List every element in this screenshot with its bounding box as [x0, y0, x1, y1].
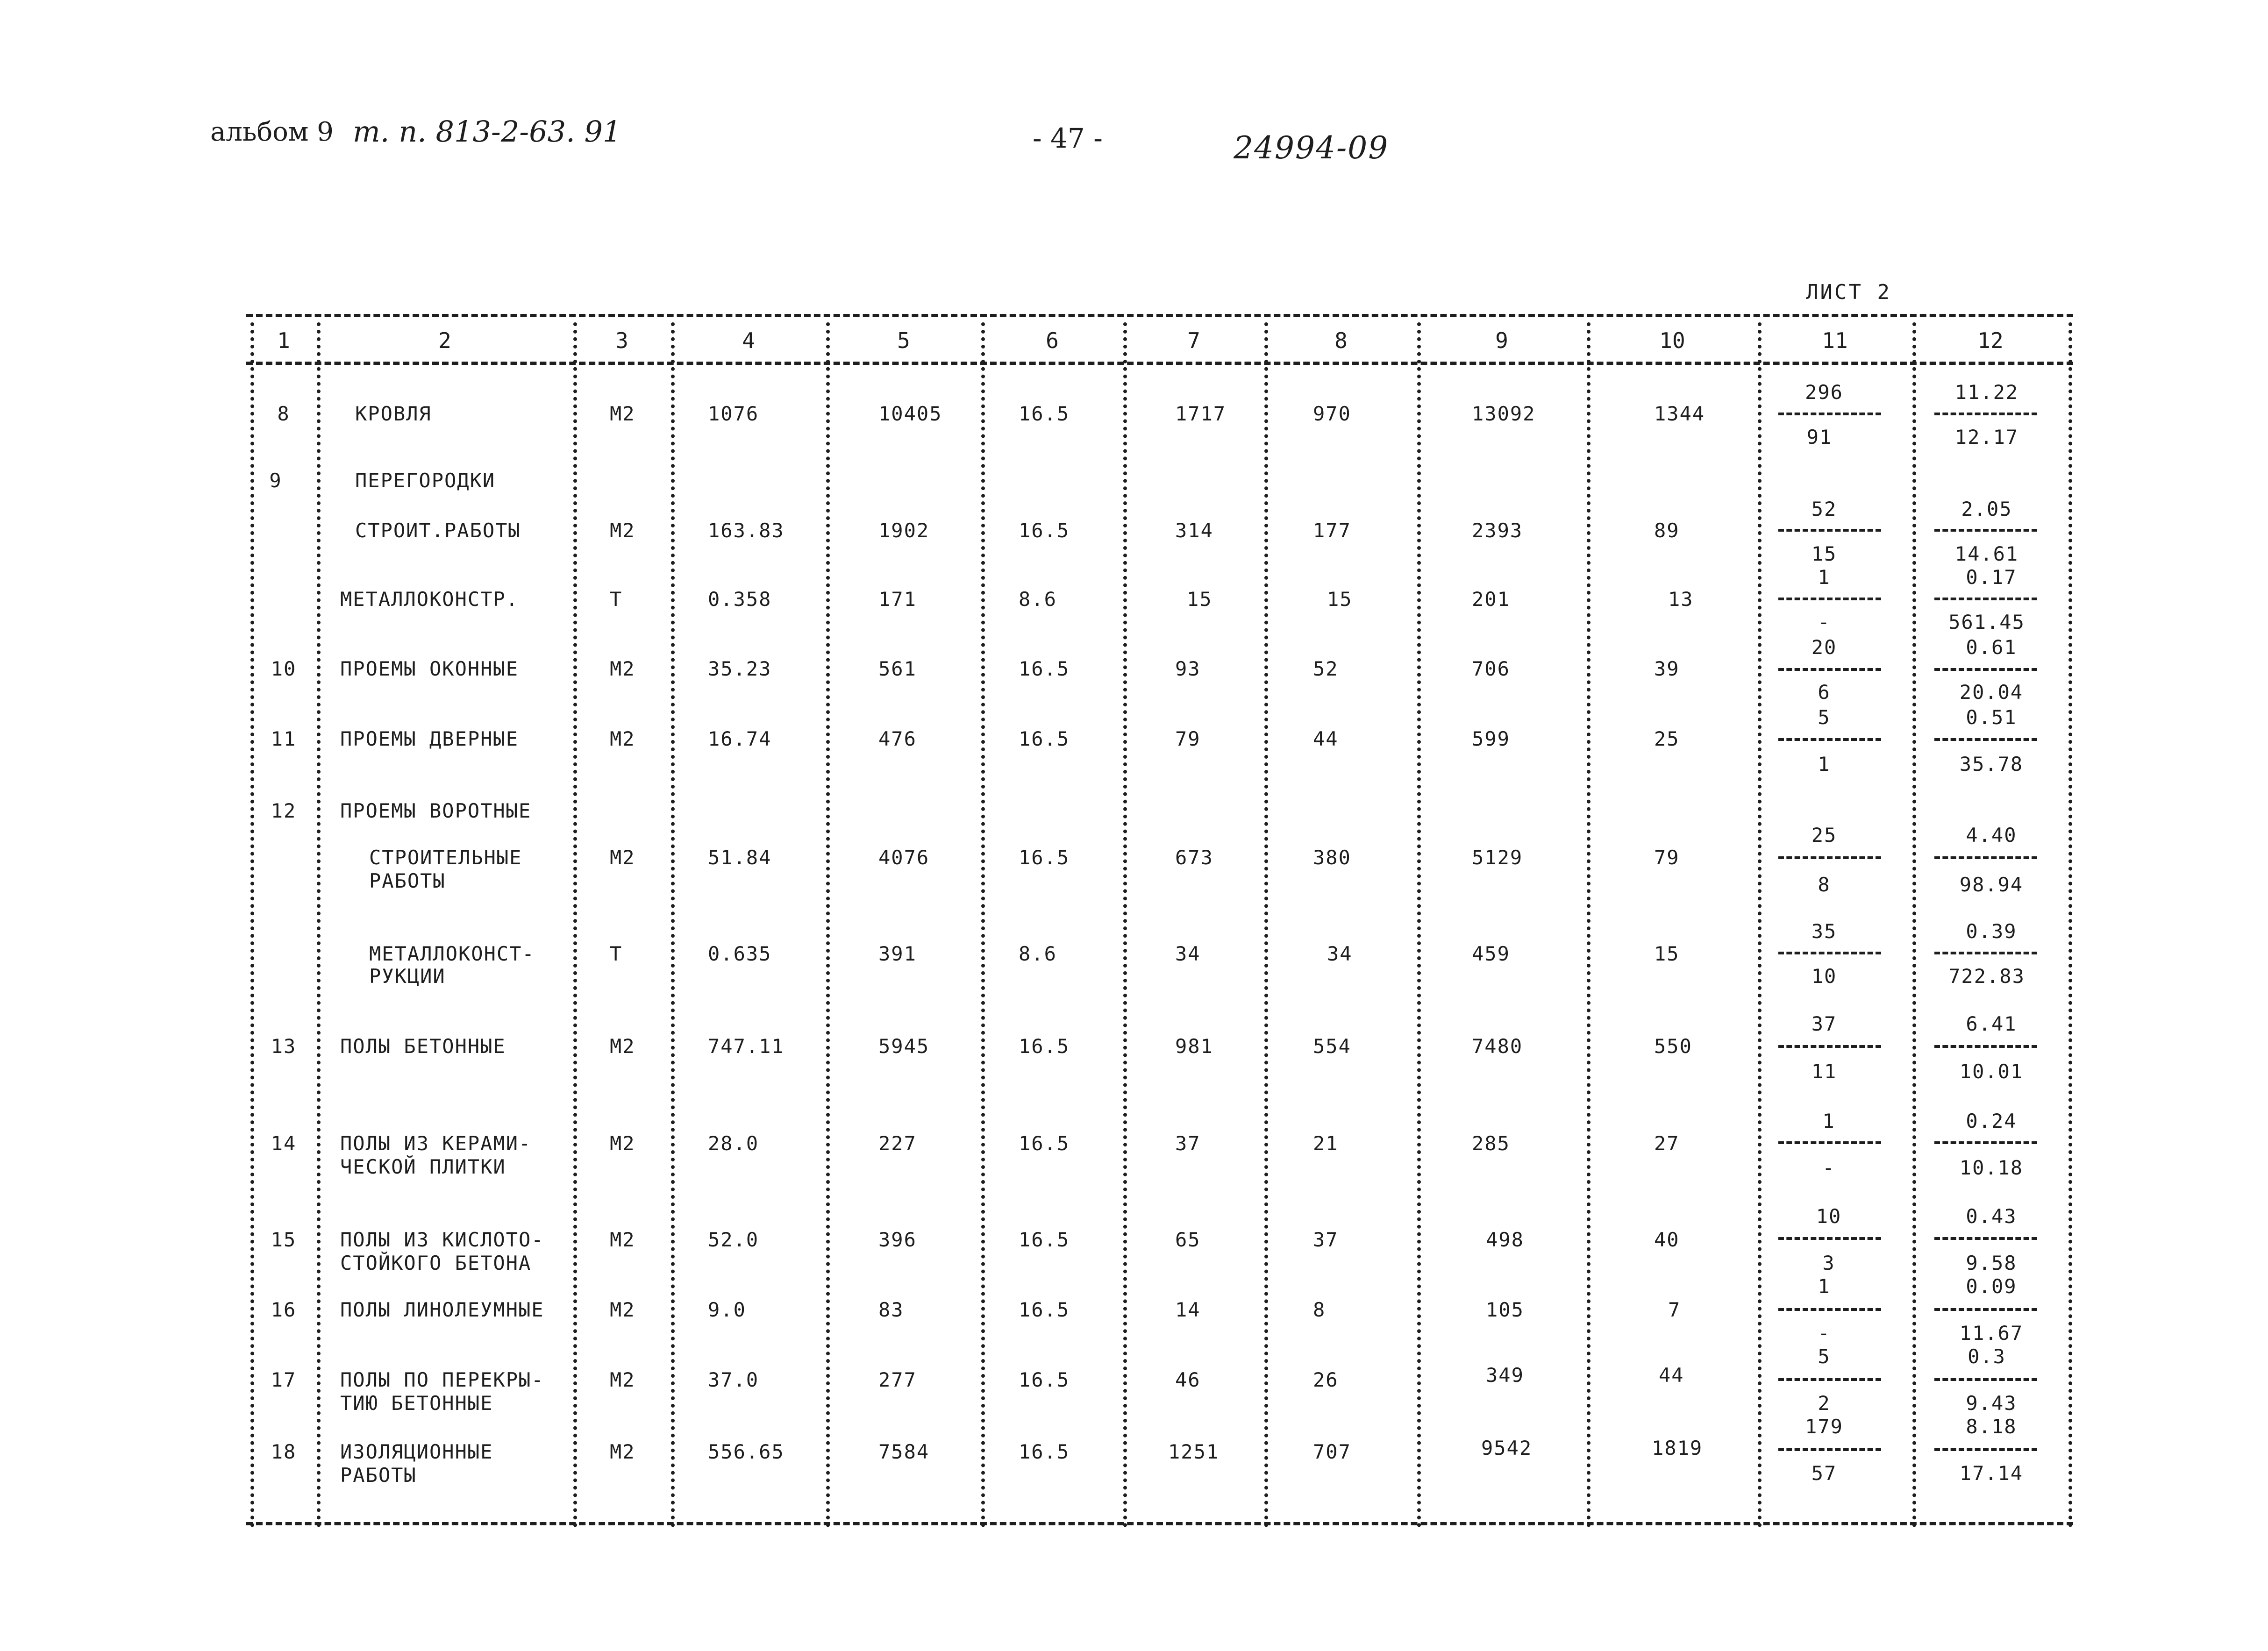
cell-col9: 706	[1472, 657, 1510, 680]
work-name: ПЕРЕГОРОДКИ	[355, 469, 496, 492]
fraction-top: 2.05	[1961, 498, 2012, 520]
cell-col5: 7584	[878, 1440, 930, 1463]
cell-col5: 561	[878, 657, 917, 680]
cell-col5: 476	[878, 727, 917, 750]
row-number: 15	[271, 1228, 297, 1251]
cell-col10: 1344	[1654, 402, 1705, 425]
cell-col5: 391	[878, 942, 917, 965]
cell-col9: 5129	[1472, 846, 1523, 869]
fraction-top: 52	[1811, 498, 1837, 520]
row-number: 13	[271, 1035, 297, 1058]
col-header-8: 8	[1334, 328, 1348, 353]
cell-col9: 2393	[1472, 519, 1523, 542]
cell-col4: 35.23	[708, 657, 772, 680]
col-header-11: 11	[1822, 328, 1848, 353]
cell-col4: 52.0	[708, 1228, 759, 1251]
cell-col8: 44	[1313, 727, 1339, 750]
work-name: СТРОИТЕЛЬНЫЕ	[369, 846, 522, 869]
cell-col9: 13092	[1472, 402, 1536, 425]
fraction-top: 37	[1811, 1012, 1837, 1035]
cell-col8: 554	[1313, 1035, 1351, 1058]
fraction-line	[1778, 1237, 1881, 1240]
unit: М2	[610, 727, 635, 750]
fraction-line	[1934, 668, 2037, 671]
unit: М2	[610, 1228, 635, 1251]
fraction-top: 0.43	[1966, 1205, 2017, 1228]
cell-col10: 15	[1654, 942, 1680, 965]
cell-col4: 51.84	[708, 846, 772, 869]
row-number: 16	[271, 1298, 297, 1321]
work-name: ПРОЕМЫ ОКОННЫЕ	[340, 657, 519, 680]
column-separator	[2068, 322, 2072, 1528]
fraction-bottom: 11	[1811, 1060, 1837, 1083]
unit: М2	[610, 1368, 635, 1391]
row-number: 9	[269, 469, 282, 492]
cell-col10: 89	[1654, 519, 1680, 542]
work-name: КРОВЛЯ	[355, 402, 432, 425]
work-name: ПОЛЫ ЛИНОЛЕУМНЫЕ	[340, 1298, 544, 1321]
fraction-bottom: 9.58	[1966, 1252, 2017, 1274]
cell-col6: 8.6	[1019, 588, 1057, 611]
fraction-top: 0.61	[1966, 636, 2017, 659]
cell-col10: 25	[1654, 727, 1680, 750]
cell-col6: 16.5	[1019, 727, 1070, 750]
fraction-line	[1934, 738, 2037, 741]
cell-col6: 16.5	[1019, 1440, 1070, 1463]
column-separator	[1758, 322, 1762, 1528]
fraction-bottom: 57	[1811, 1462, 1837, 1485]
cell-col7: 46	[1175, 1368, 1201, 1391]
work-name: ПРОЕМЫ ДВЕРНЫЕ	[340, 727, 519, 750]
cell-col9: 498	[1486, 1228, 1524, 1251]
cell-col7: 14	[1175, 1298, 1201, 1321]
cell-col5: 171	[878, 588, 917, 611]
col-header-2: 2	[438, 328, 451, 353]
fraction-bottom: 10	[1811, 965, 1837, 988]
unit: М2	[610, 519, 635, 542]
col-header-10: 10	[1659, 328, 1685, 353]
cell-col4: 1076	[708, 402, 759, 425]
table-bottom-rule	[246, 1522, 2073, 1525]
cell-col6: 16.5	[1019, 1298, 1070, 1321]
cell-col10: 7	[1668, 1298, 1681, 1321]
fraction-bottom: -	[1822, 1156, 1835, 1179]
fraction-line	[1778, 1141, 1881, 1144]
fraction-top: 5	[1818, 706, 1831, 729]
fraction-top: 4.40	[1966, 824, 2017, 847]
work-name: ПРОЕМЫ ВОРОТНЫЕ	[340, 799, 532, 822]
cell-col4: 9.0	[708, 1298, 746, 1321]
column-separator	[1912, 322, 1916, 1528]
col-header-7: 7	[1187, 328, 1200, 353]
fraction-line	[1778, 952, 1881, 954]
col-header-5: 5	[897, 328, 910, 353]
cell-col8: 380	[1313, 846, 1351, 869]
cell-col5: 277	[878, 1368, 917, 1391]
cell-col8: 34	[1327, 942, 1353, 965]
fraction-bottom: 3	[1822, 1252, 1835, 1274]
column-separator	[826, 322, 830, 1528]
unit: М2	[610, 402, 635, 425]
fraction-line	[1778, 529, 1881, 532]
work-name: МЕТАЛЛОКОНСТР.	[340, 588, 519, 611]
cell-col4: 0.635	[708, 942, 772, 965]
fraction-bottom: 1	[1818, 753, 1831, 776]
table-top-rule	[246, 314, 2073, 317]
unit: М2	[610, 1440, 635, 1463]
fraction-bottom: 20.04	[1959, 681, 2024, 704]
column-separator	[573, 322, 577, 1528]
column-separator	[1123, 322, 1127, 1528]
col-header-4: 4	[742, 328, 755, 353]
fraction-line	[1778, 1045, 1881, 1048]
cell-col10: 27	[1654, 1132, 1680, 1155]
cell-col6: 16.5	[1019, 657, 1070, 680]
fraction-top: 1	[1818, 566, 1831, 589]
document-code: 24994-09	[1234, 130, 1389, 166]
fraction-top: 0.3	[1968, 1345, 2006, 1368]
fraction-line	[1934, 1378, 2037, 1381]
fraction-bottom: 10.18	[1959, 1156, 2024, 1179]
fraction-line	[1778, 413, 1881, 415]
cell-col4: 556.65	[708, 1440, 785, 1463]
cell-col10: 1819	[1652, 1437, 1703, 1459]
cell-col10: 550	[1654, 1035, 1692, 1058]
fraction-bottom: 91	[1806, 426, 1833, 448]
cell-col8: 37	[1313, 1228, 1339, 1251]
col-header-1: 1	[277, 328, 290, 353]
cell-col6: 16.5	[1019, 1132, 1070, 1155]
cell-col9: 105	[1486, 1298, 1524, 1321]
fraction-top: 35	[1811, 920, 1837, 943]
page-number: - 47 -	[1033, 122, 1103, 154]
cell-col8: 21	[1313, 1132, 1339, 1155]
work-name-cont: РАБОТЫ	[369, 869, 446, 892]
column-separator	[250, 322, 254, 1528]
cell-col8: 177	[1313, 519, 1351, 542]
cell-col10: 39	[1654, 657, 1680, 680]
cell-col4: 37.0	[708, 1368, 759, 1391]
cell-col10: 40	[1654, 1228, 1680, 1251]
column-separator	[1417, 322, 1421, 1528]
fraction-bottom: 15	[1811, 542, 1837, 565]
fraction-top: 10	[1816, 1205, 1842, 1228]
cell-col7: 37	[1175, 1132, 1201, 1155]
fraction-line	[1778, 598, 1881, 600]
cell-col6: 16.5	[1019, 1368, 1070, 1391]
cell-col5: 10405	[878, 402, 942, 425]
fraction-line	[1934, 598, 2037, 600]
fraction-top: 1	[1822, 1110, 1835, 1132]
fraction-line	[1778, 738, 1881, 741]
cell-col8: 970	[1313, 402, 1351, 425]
cell-col8: 8	[1313, 1298, 1326, 1321]
fraction-top: 0.17	[1966, 566, 2017, 589]
fraction-line	[1934, 856, 2037, 859]
cell-col4: 747.11	[708, 1035, 785, 1058]
cell-col6: 16.5	[1019, 1228, 1070, 1251]
fraction-bottom: 6	[1818, 681, 1831, 704]
fraction-top: 0.24	[1966, 1110, 2017, 1132]
cell-col9: 201	[1472, 588, 1510, 611]
fraction-line	[1778, 1448, 1881, 1451]
row-number: 17	[271, 1368, 297, 1391]
cell-col9: 9542	[1481, 1437, 1533, 1459]
cell-col5: 227	[878, 1132, 917, 1155]
cell-col7: 93	[1175, 657, 1201, 680]
fraction-bottom: 11.67	[1959, 1322, 2024, 1345]
fraction-line	[1934, 1045, 2037, 1048]
fraction-line	[1934, 1308, 2037, 1311]
cell-col7: 65	[1175, 1228, 1201, 1251]
sheet-label: ЛИСТ 2	[1806, 280, 1891, 304]
fraction-bottom: 17.14	[1959, 1462, 2024, 1485]
fraction-bottom: 14.61	[1954, 542, 2019, 565]
fraction-line	[1934, 1237, 2037, 1240]
cell-col5: 5945	[878, 1035, 930, 1058]
row-number: 12	[271, 799, 297, 822]
unit: Т	[610, 588, 623, 611]
fraction-top: 5	[1818, 1345, 1831, 1368]
fraction-bottom: 722.83	[1948, 965, 2025, 988]
cell-col6: 16.5	[1019, 519, 1070, 542]
fraction-line	[1934, 529, 2037, 532]
cell-col8: 707	[1313, 1440, 1351, 1463]
work-name-cont: РАБОТЫ	[340, 1464, 417, 1487]
unit: М2	[610, 1298, 635, 1321]
cell-col4: 16.74	[708, 727, 772, 750]
work-name-cont: РУКЦИИ	[369, 965, 446, 988]
work-name: ПОЛЫ ИЗ КЕРАМИ-	[340, 1132, 532, 1155]
work-name-cont: ТИЮ БЕТОННЫЕ	[340, 1392, 493, 1415]
cell-col9: 459	[1472, 942, 1510, 965]
unit: М2	[610, 846, 635, 869]
unit: Т	[610, 942, 623, 965]
cell-col8: 26	[1313, 1368, 1339, 1391]
cell-col7: 673	[1175, 846, 1213, 869]
fraction-top: 0.39	[1966, 920, 2017, 943]
fraction-bottom: 9.43	[1966, 1392, 2017, 1415]
work-name: ПОЛЫ ИЗ КИСЛОТО-	[340, 1228, 544, 1251]
column-separator	[671, 322, 675, 1528]
cell-col4: 163.83	[708, 519, 785, 542]
fraction-line	[1934, 1448, 2037, 1451]
row-number: 8	[277, 402, 290, 425]
fraction-line	[1778, 856, 1881, 859]
fraction-bottom: 561.45	[1948, 611, 2025, 633]
project-number: т. п. 813-2-63. 91	[353, 114, 621, 149]
fraction-line	[1934, 952, 2037, 954]
cell-col7: 1717	[1175, 402, 1227, 425]
cell-col6: 16.5	[1019, 402, 1070, 425]
cell-col7: 981	[1175, 1035, 1213, 1058]
row-number: 10	[271, 657, 297, 680]
cell-col6: 16.5	[1019, 846, 1070, 869]
fraction-top: 20	[1811, 636, 1837, 659]
fraction-bottom: 10.01	[1959, 1060, 2024, 1083]
work-name: СТРОИТ.РАБОТЫ	[355, 519, 521, 542]
fraction-top: 25	[1811, 824, 1837, 847]
cell-col7: 15	[1187, 588, 1212, 611]
cell-col4: 0.358	[708, 588, 772, 611]
cell-col7: 34	[1175, 942, 1201, 965]
fraction-bottom: 35.78	[1959, 753, 2024, 776]
col-header-3: 3	[615, 328, 628, 353]
row-number: 11	[271, 727, 297, 750]
work-name: МЕТАЛЛОКОНСТ-	[369, 942, 535, 965]
cell-col7: 79	[1175, 727, 1201, 750]
album-label: альбом 9	[210, 117, 334, 147]
col-header-12: 12	[1977, 328, 2004, 353]
cell-col5: 396	[878, 1228, 917, 1251]
fraction-line	[1778, 1378, 1881, 1381]
cell-col9: 349	[1486, 1364, 1524, 1387]
fraction-bottom: 8	[1818, 873, 1831, 896]
work-name-cont: ЧЕСКОЙ ПЛИТКИ	[340, 1155, 506, 1178]
cell-col8: 15	[1327, 588, 1353, 611]
work-name: ИЗОЛЯЦИОННЫЕ	[340, 1440, 493, 1463]
cell-col7: 1251	[1168, 1440, 1220, 1463]
cell-col9: 599	[1472, 727, 1510, 750]
unit: М2	[610, 1132, 635, 1155]
fraction-bottom: 12.17	[1954, 426, 2019, 448]
fraction-top: 8.18	[1966, 1415, 2017, 1438]
cell-col10: 13	[1668, 588, 1694, 611]
cell-col5: 4076	[878, 846, 930, 869]
fraction-top: 179	[1805, 1415, 1843, 1438]
fraction-line	[1934, 413, 2037, 415]
cell-col9: 7480	[1472, 1035, 1523, 1058]
fraction-top: 296	[1805, 381, 1843, 404]
column-separator	[1264, 322, 1268, 1528]
cell-col4: 28.0	[708, 1132, 759, 1155]
col-header-6: 6	[1046, 328, 1059, 353]
column-separator	[1587, 322, 1590, 1528]
fraction-line	[1778, 1308, 1881, 1311]
work-name: ПОЛЫ ПО ПЕРЕКРЫ-	[340, 1368, 544, 1391]
fraction-top: 11.22	[1954, 381, 2019, 404]
work-name-cont: СТОЙКОГО БЕТОНА	[340, 1252, 532, 1274]
fraction-top: 0.51	[1966, 706, 2017, 729]
fraction-bottom: 2	[1818, 1392, 1831, 1415]
column-separator	[317, 322, 321, 1528]
cell-col7: 314	[1175, 519, 1213, 542]
fraction-line	[1778, 668, 1881, 671]
header-bottom-rule	[246, 362, 2073, 365]
fraction-top: 6.41	[1966, 1012, 2017, 1035]
column-separator	[981, 322, 985, 1528]
fraction-bottom: 98.94	[1959, 873, 2024, 896]
cell-col10: 44	[1659, 1364, 1684, 1387]
row-number: 14	[271, 1132, 297, 1155]
fraction-line	[1934, 1141, 2037, 1144]
cell-col5: 1902	[878, 519, 930, 542]
col-header-9: 9	[1495, 328, 1508, 353]
cell-col9: 285	[1472, 1132, 1510, 1155]
fraction-bottom: -	[1818, 611, 1831, 633]
cell-col6: 8.6	[1019, 942, 1057, 965]
cell-col8: 52	[1313, 657, 1339, 680]
cell-col10: 79	[1654, 846, 1680, 869]
work-name: ПОЛЫ БЕТОННЫЕ	[340, 1035, 506, 1058]
fraction-bottom: -	[1818, 1322, 1831, 1345]
unit: М2	[610, 1035, 635, 1058]
row-number: 18	[271, 1440, 297, 1463]
cell-col5: 83	[878, 1298, 904, 1321]
cell-col6: 16.5	[1019, 1035, 1070, 1058]
fraction-top: 0.09	[1966, 1275, 2017, 1298]
fraction-top: 1	[1818, 1275, 1831, 1298]
unit: М2	[610, 657, 635, 680]
